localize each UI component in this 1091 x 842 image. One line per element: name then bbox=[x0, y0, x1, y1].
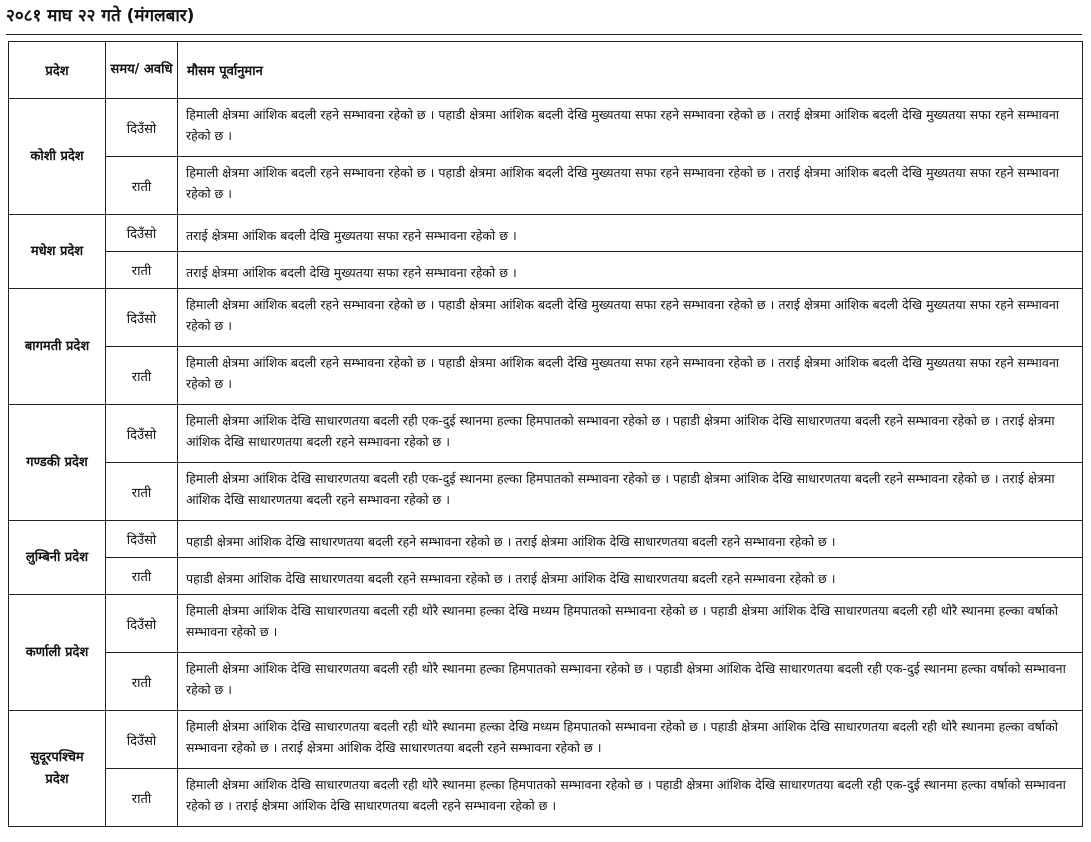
period-day: दिउँसो bbox=[106, 711, 178, 769]
province-label: कोशी प्रदेश bbox=[30, 148, 84, 164]
forecast-text: हिमाली क्षेत्रमा आंशिक बदली रहने सम्भावना रहेको छ । पहाडी क्षेत्रमा आंशिक बदली देखि मुख्यतया सफा रहने सम्भावना रहेको छ । तराई क्षेत्रमा आंशिक बदली देखि मुख्यतया सफा रहने सम्भावना रहेको छ । bbox=[178, 347, 1083, 405]
table-row bbox=[9, 653, 1083, 711]
forecast-text: हिमाली क्षेत्रमा आंशिक देखि साधारणतया बदली रही थोरै स्थानमा हल्का देखि मध्यम हिमपातको सम्भावना रहेको छ । पहाडी क्षेत्रमा आंशिक देखि साधारणतया बदली रही थोरै स्थानमा हल्का वर्षाको सम्भावना रहेको छ । bbox=[178, 595, 1083, 653]
header-province: प्रदेश bbox=[9, 42, 106, 99]
period-night: राती bbox=[106, 252, 178, 289]
period-night: राती bbox=[106, 769, 178, 827]
header-time: समय/ अवधि bbox=[106, 42, 178, 99]
province-name bbox=[9, 521, 106, 595]
province-label: गण्डकी प्रदेश bbox=[26, 454, 88, 470]
table-row bbox=[9, 558, 1083, 595]
table-row bbox=[9, 347, 1083, 405]
forecast-text: पहाडी क्षेत्रमा आंशिक देखि साधारणतया बदली रहने सम्भावना रहेको छ । तराई क्षेत्रमा आंशिक देखि साधारणतया बदली रहने सम्भावना रहेको छ । bbox=[178, 558, 1083, 595]
table-row bbox=[9, 405, 1083, 463]
forecast-table bbox=[8, 41, 1083, 827]
province-name bbox=[9, 289, 106, 405]
forecast-text: हिमाली क्षेत्रमा आंशिक बदली रहने सम्भावना रहेको छ । पहाडी क्षेत्रमा आंशिक बदली देखि मुख्यतया सफा रहने सम्भावना रहेको छ । तराई क्षेत्रमा आंशिक बदली देखि मुख्यतया सफा रहने सम्भावना रहेको छ । bbox=[178, 99, 1083, 157]
forecast-text: हिमाली क्षेत्रमा आंशिक देखि साधारणतया बदली रही थोरै स्थानमा हल्का हिमपातको सम्भावना रहेको छ । पहाडी क्षेत्रमा आंशिक देखि साधारणतया बदली रही एक-दुई स्थानमा हल्का वर्षाको सम्भावना रहेको छ । bbox=[178, 653, 1083, 711]
period-night: राती bbox=[106, 558, 178, 595]
forecast-text: हिमाली क्षेत्रमा आंशिक बदली रहने सम्भावना रहेको छ । पहाडी क्षेत्रमा आंशिक बदली देखि मुख्यतया सफा रहने सम्भावना रहेको छ । तराई क्षेत्रमा आंशिक बदली देखि मुख्यतया सफा रहने सम्भावना रहेको छ । bbox=[178, 289, 1083, 347]
period-day: दिउँसो bbox=[106, 289, 178, 347]
forecast-text: पहाडी क्षेत्रमा आंशिक देखि साधारणतया बदली रहने सम्भावना रहेको छ । तराई क्षेत्रमा आंशिक देखि साधारणतया बदली रहने सम्भावना रहेको छ । bbox=[178, 521, 1083, 558]
province-name bbox=[9, 215, 106, 289]
province-name bbox=[9, 405, 106, 521]
period-day: दिउँसो bbox=[106, 99, 178, 157]
period-day: दिउँसो bbox=[106, 595, 178, 653]
forecast-text: हिमाली क्षेत्रमा आंशिक बदली रहने सम्भावना रहेको छ । पहाडी क्षेत्रमा आंशिक बदली देखि मुख्यतया सफा रहने सम्भावना रहेको छ । तराई क्षेत्रमा आंशिक बदली देखि मुख्यतया सफा रहने सम्भावना रहेको छ । bbox=[178, 157, 1083, 215]
table-row bbox=[9, 215, 1083, 252]
forecast-text: हिमाली क्षेत्रमा आंशिक देखि साधारणतया बदली रही एक-दुई स्थानमा हल्का हिमपातको सम्भावना रहेको छ । पहाडी क्षेत्रमा आंशिक देखि साधारणतया बदली रहने सम्भावना रहेको छ । तराई क्षेत्रमा आंशिक देखि साधारणतया बदली रहने सम्भावना रहेको छ । bbox=[178, 405, 1083, 463]
page-title: २०८१ माघ २२ गते (मंगलबार) bbox=[6, 6, 195, 26]
province-label: बागमती प्रदेश bbox=[24, 338, 90, 354]
period-night: राती bbox=[106, 157, 178, 215]
table-row bbox=[9, 521, 1083, 558]
period-night: राती bbox=[106, 653, 178, 711]
table-row bbox=[9, 711, 1083, 769]
forecast-text: हिमाली क्षेत्रमा आंशिक देखि साधारणतया बदली रही थोरै स्थानमा हल्का हिमपातको सम्भावना रहेको छ । पहाडी क्षेत्रमा आंशिक देखि साधारणतया बदली रही एक-दुई स्थानमा हल्का वर्षाको सम्भावना रहेको छ । तराई क्षेत्रमा आंशिक देखि साधारणतया बदली रहने सम्भावना रहेको छ । bbox=[178, 769, 1083, 827]
forecast-text: हिमाली क्षेत्रमा आंशिक देखि साधारणतया बदली रही एक-दुई स्थानमा हल्का हिमपातको सम्भावना रहेको छ । पहाडी क्षेत्रमा आंशिक देखि साधारणतया बदली रहने सम्भावना रहेको छ । तराई क्षेत्रमा आंशिक देखि साधारणतया बदली रहने सम्भावना रहेको छ । bbox=[178, 463, 1083, 521]
header-forecast: मौसम पूर्वानुमान bbox=[178, 42, 1083, 99]
title-divider bbox=[6, 34, 1082, 35]
province-label: कर्णाली प्रदेश bbox=[25, 644, 89, 660]
province-label: लुम्बिनी प्रदेश bbox=[25, 549, 89, 565]
province-name bbox=[9, 99, 106, 215]
period-night: राती bbox=[106, 463, 178, 521]
period-day: दिउँसो bbox=[106, 405, 178, 463]
table-row bbox=[9, 252, 1083, 289]
table-header-row bbox=[9, 42, 1083, 99]
forecast-text: तराई क्षेत्रमा आंशिक बदली देखि मुख्यतया सफा रहने सम्भावना रहेको छ । bbox=[178, 215, 1083, 252]
table-row bbox=[9, 99, 1083, 157]
period-night: राती bbox=[106, 347, 178, 405]
table-row bbox=[9, 769, 1083, 827]
table-row bbox=[9, 289, 1083, 347]
table-row bbox=[9, 157, 1083, 215]
forecast-text: हिमाली क्षेत्रमा आंशिक देखि साधारणतया बदली रही थोरै स्थानमा हल्का देखि मध्यम हिमपातको सम्भावना रहेको छ । पहाडी क्षेत्रमा आंशिक देखि साधारणतया बदली रही थोरै स्थानमा हल्का वर्षाको सम्भावना रहेको छ । तराई क्षेत्रमा आंशिक देखि साधारणतया बदली रहने सम्भावना रहेको छ । bbox=[178, 711, 1083, 769]
table-row bbox=[9, 595, 1083, 653]
period-day: दिउँसो bbox=[106, 521, 178, 558]
province-label: सुदूरपश्चिम प्रदेश bbox=[30, 749, 84, 787]
forecast-text: तराई क्षेत्रमा आंशिक बदली देखि मुख्यतया सफा रहने सम्भावना रहेको छ । bbox=[178, 252, 1083, 289]
province-name bbox=[9, 595, 106, 711]
province-name bbox=[9, 711, 106, 827]
province-label: मधेश प्रदेश bbox=[30, 243, 84, 259]
period-day: दिउँसो bbox=[106, 215, 178, 252]
table-row bbox=[9, 463, 1083, 521]
